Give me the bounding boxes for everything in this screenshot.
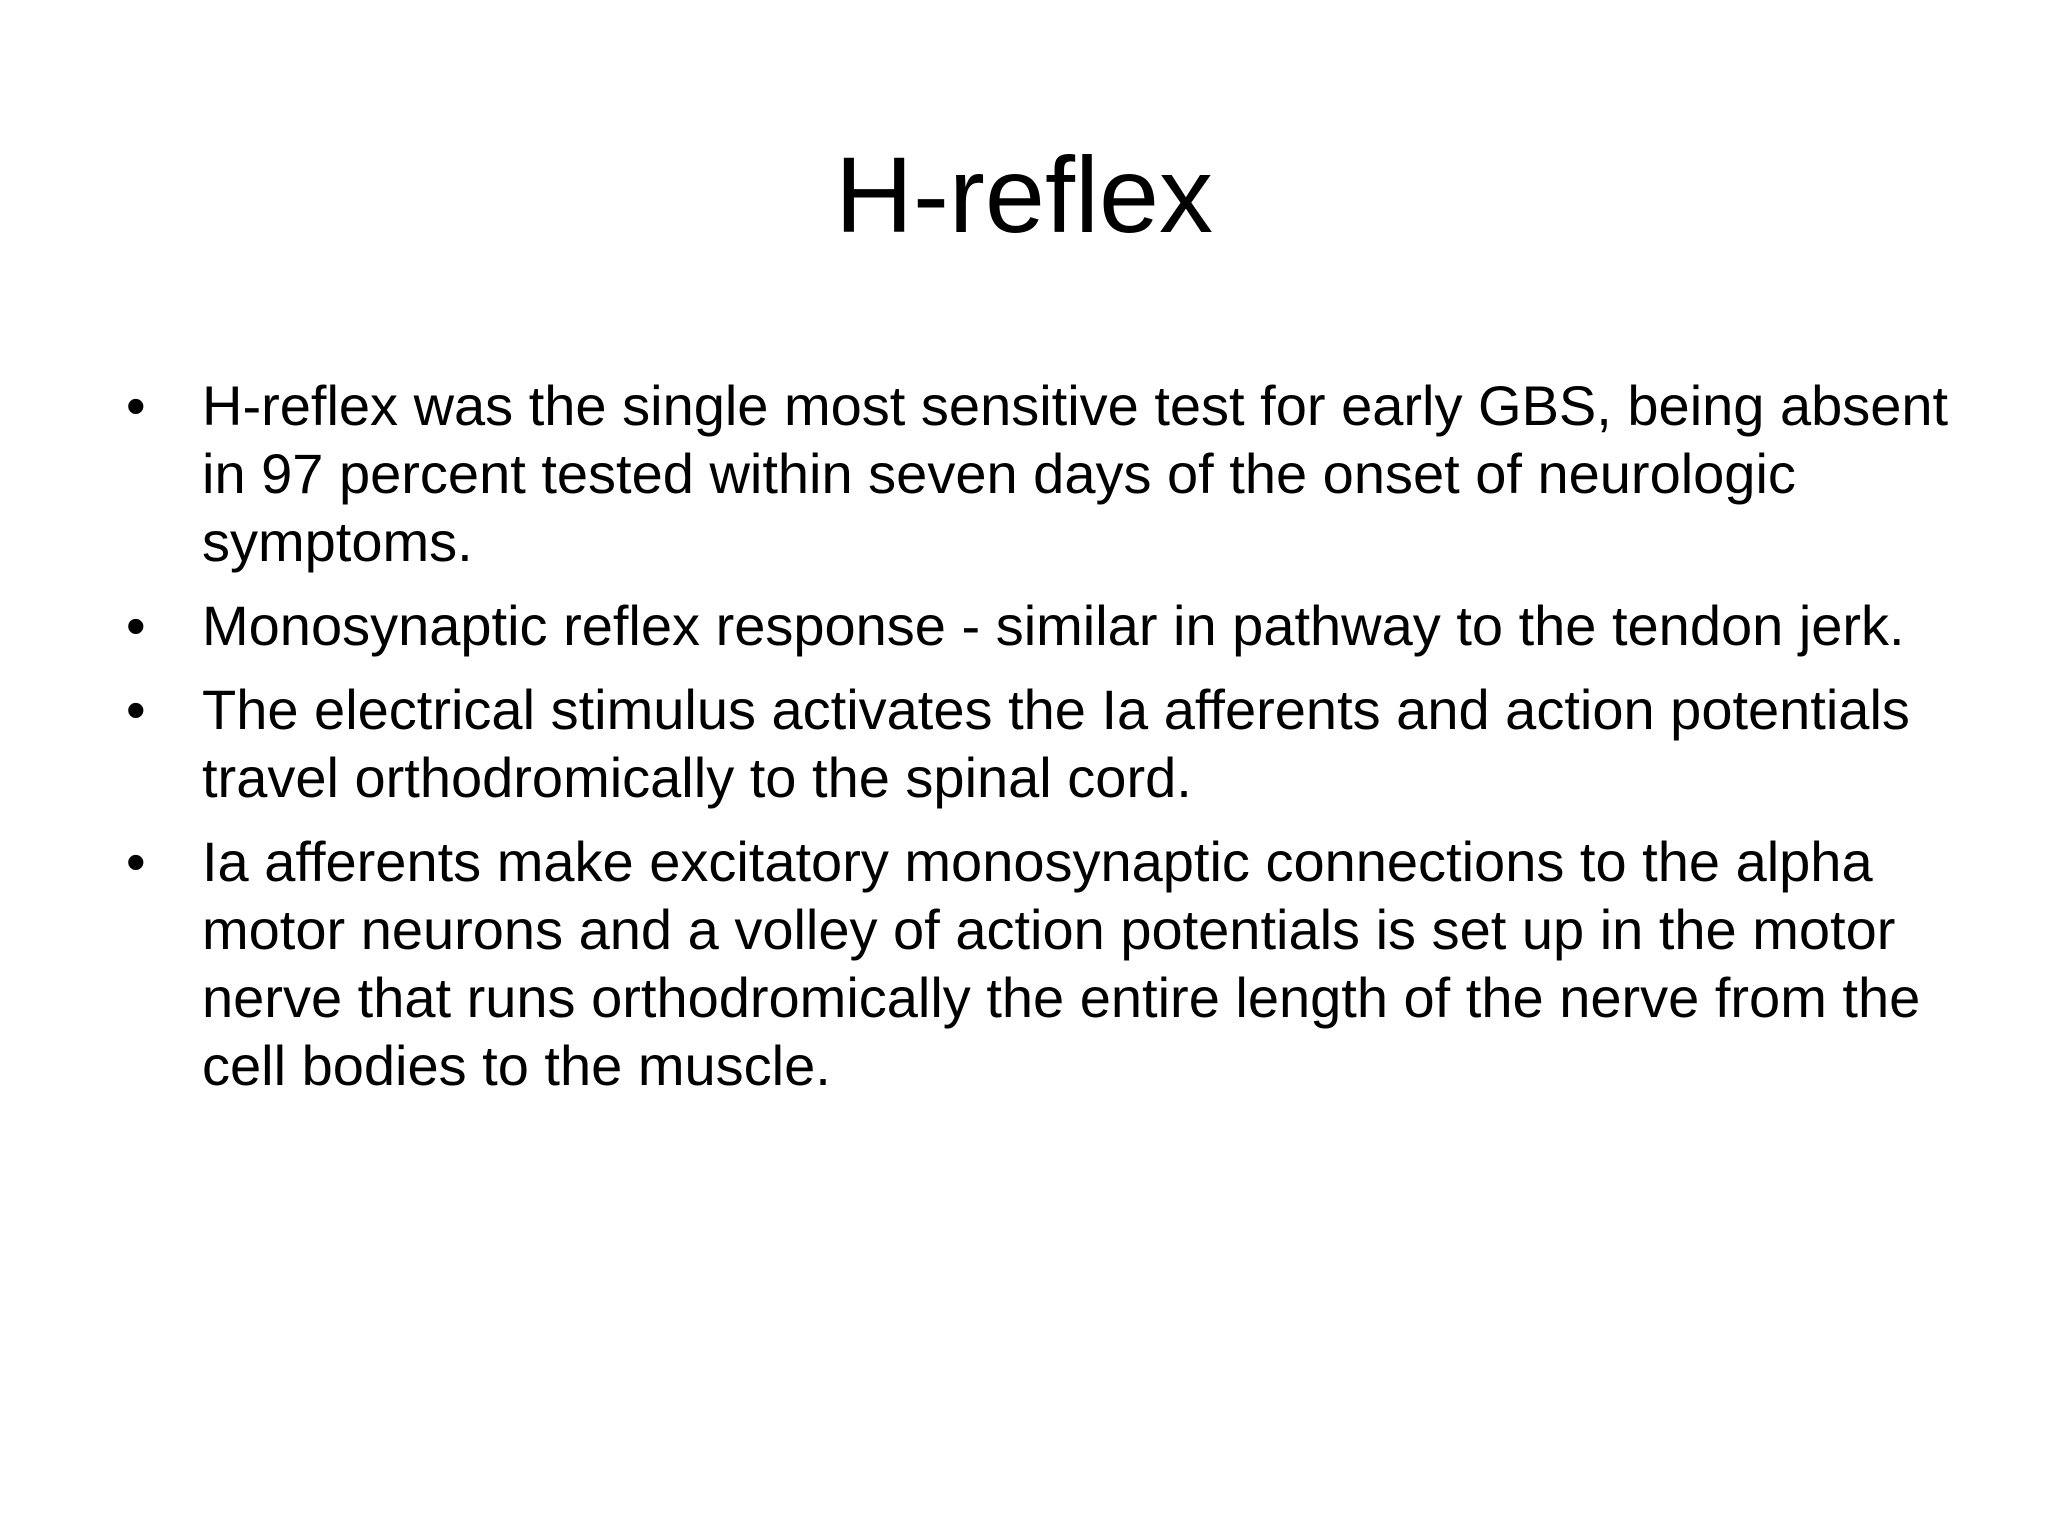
bullet-text: H-reflex was the single most sensitive test for early GBS, being absent in 97 percent tested within seven days of the onset of neurologic symptoms. <box>202 374 1949 573</box>
bullet-text: Ia afferents make excitatory monosynaptic connections to the alpha motor neurons and a volley of action potentials is set up in the motor nerve that runs orthodromically the entire length of the nerve from the cell bodies to the muscle. <box>202 830 1921 1097</box>
bullet-icon: • <box>126 830 146 893</box>
bullet-icon: • <box>126 678 146 741</box>
bullet-item <box>120 676 1960 812</box>
bullet-item <box>120 372 1960 576</box>
bullet-text: Monosynaptic reflex response - similar in pathway to the tendon jerk. <box>202 594 1905 657</box>
bullet-item <box>120 592 1960 660</box>
slide-title: H-reflex <box>834 134 1214 255</box>
bullet-icon: • <box>126 594 146 657</box>
bullet-list <box>120 372 1960 1116</box>
bullet-text: The electrical stimulus activates the Ia afferents and action potentials travel orthodromically to the spinal cord. <box>202 678 1910 809</box>
bullet-icon: • <box>126 374 146 437</box>
bullet-item <box>120 828 1960 1100</box>
